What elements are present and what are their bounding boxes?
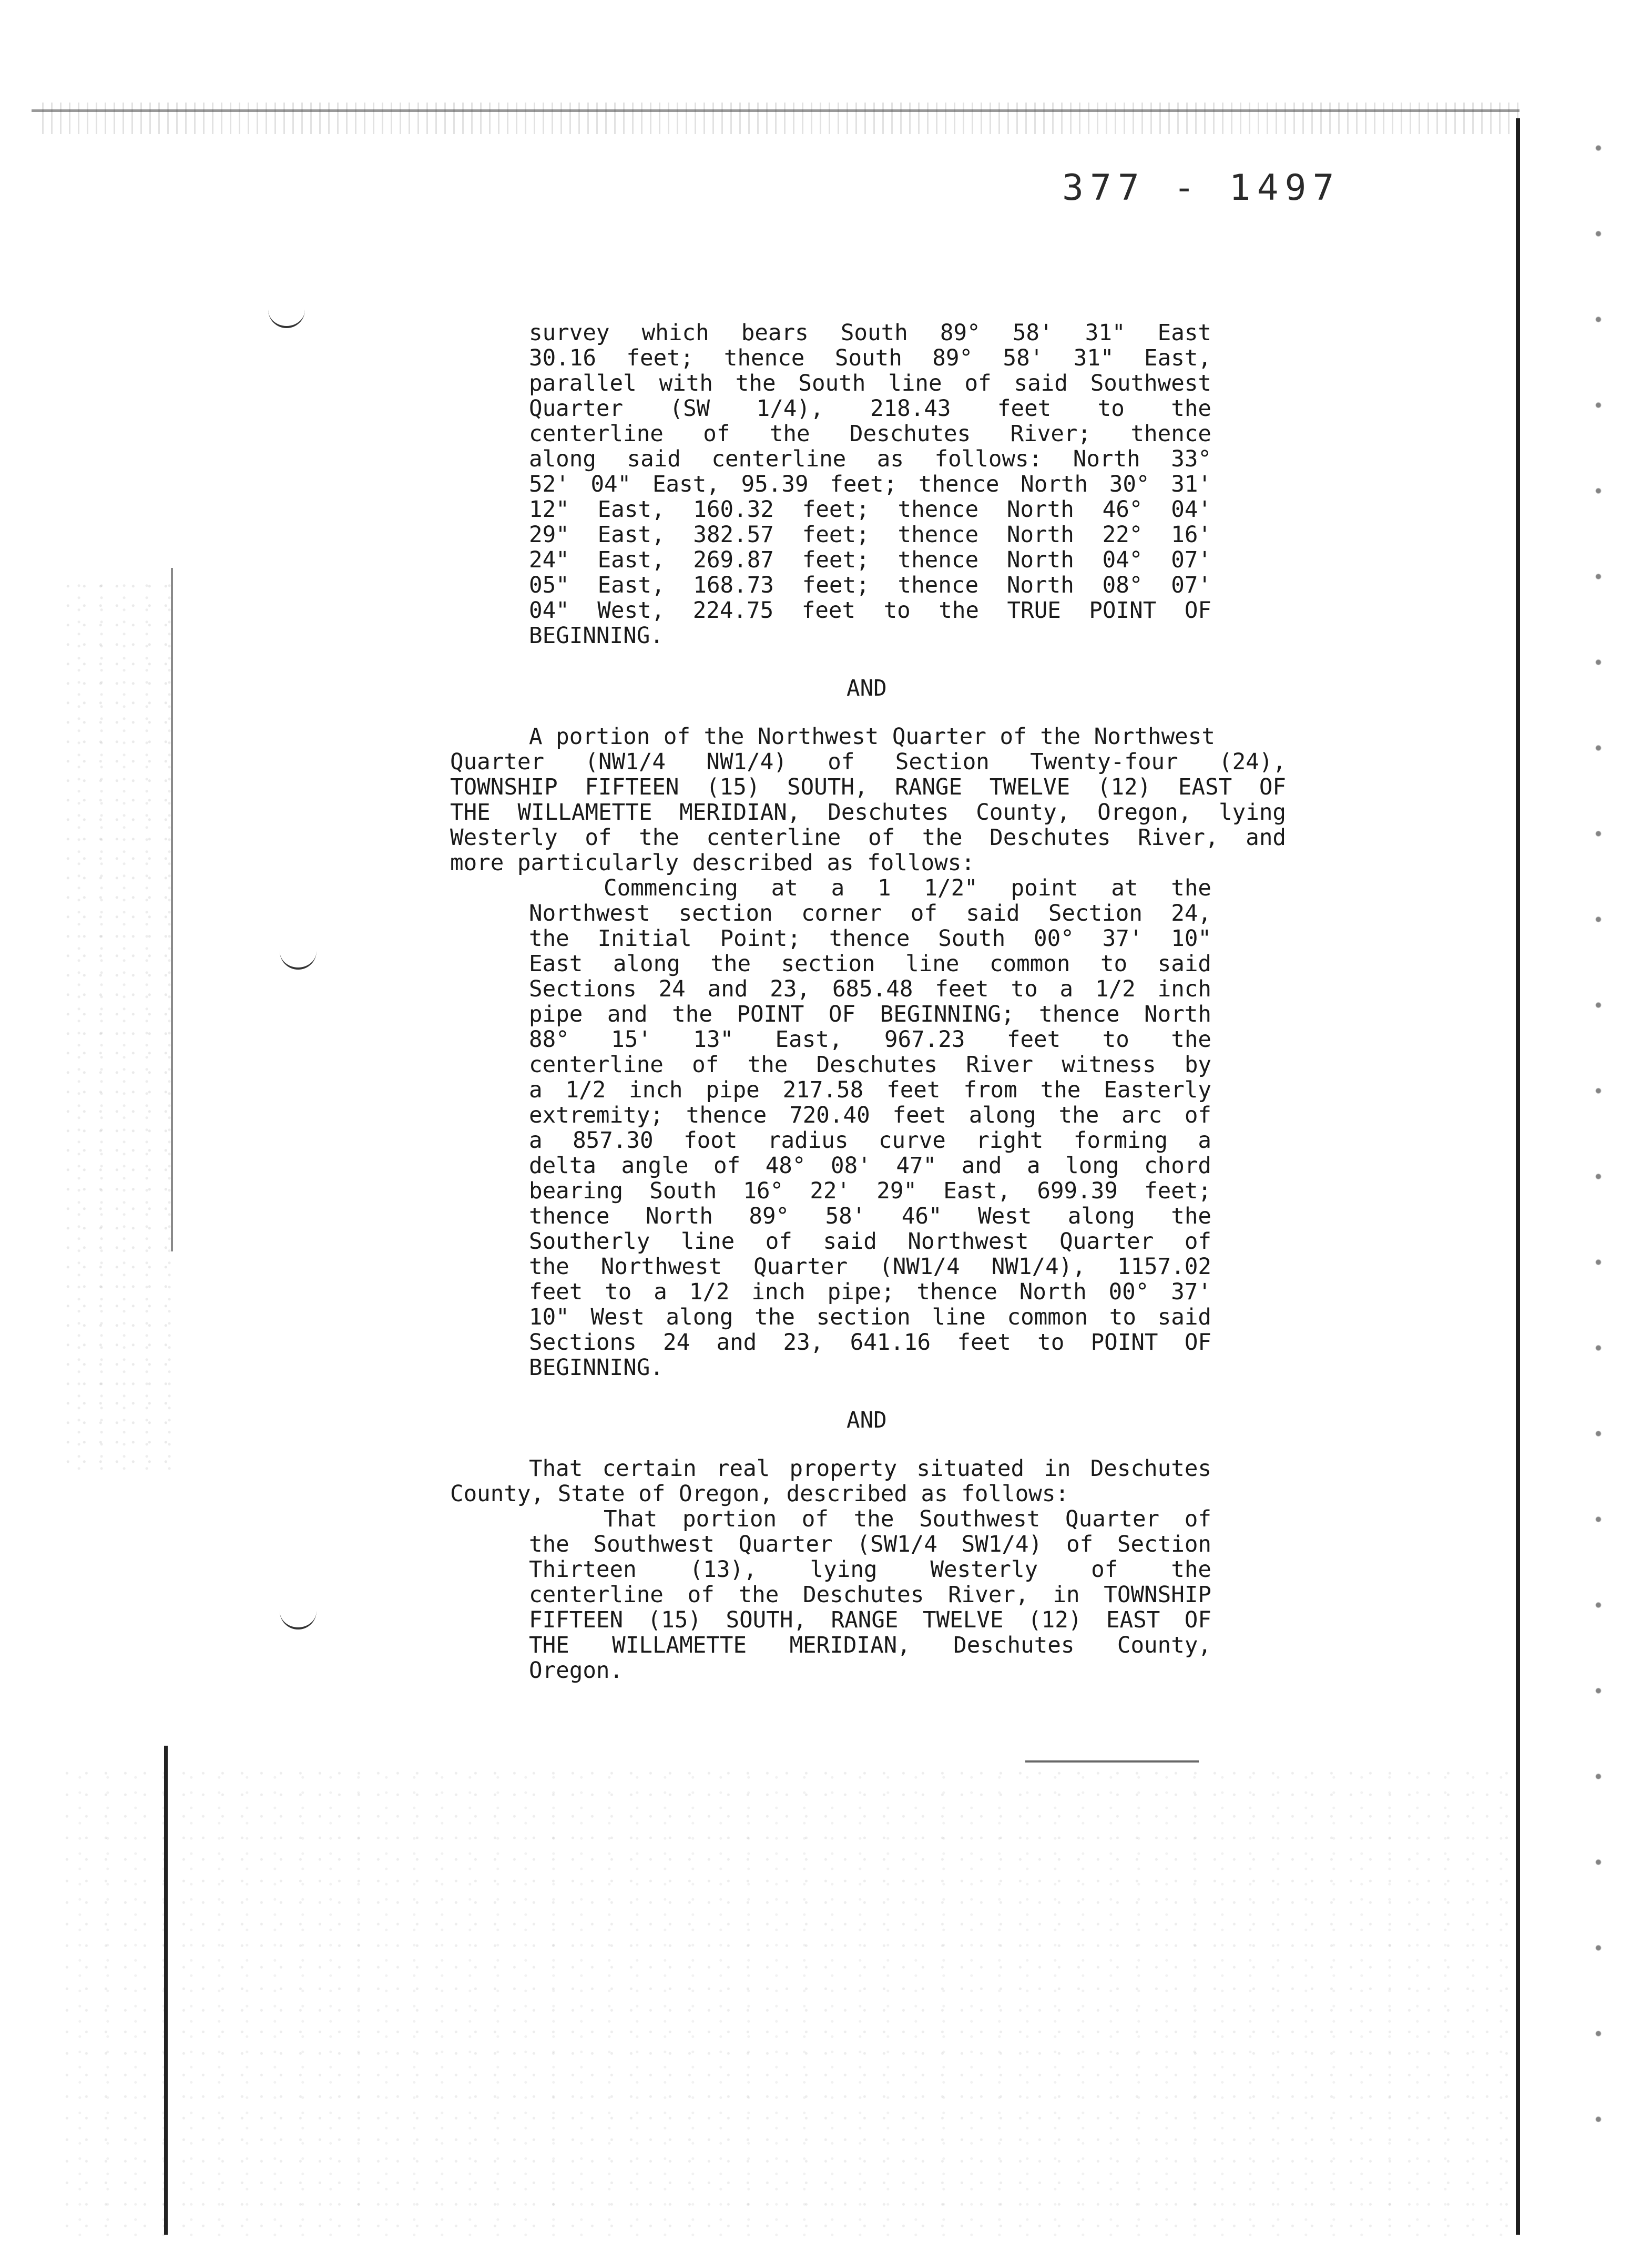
text-line: Oregon. xyxy=(529,1658,624,1684)
text-line: That portion of the Southwest Quarter of xyxy=(604,1506,1211,1532)
bottom-rule xyxy=(1025,1760,1199,1763)
text-line: County, State of Oregon, described as follows: xyxy=(450,1481,1069,1507)
text-line: Northwest section corner of said Section 24, xyxy=(529,901,1211,926)
text-line: more particularly described as follows: xyxy=(450,850,975,876)
text-line: centerline of the Deschutes River; thence xyxy=(529,421,1211,447)
scan-noise-top xyxy=(42,103,1525,134)
text-line: That certain real property situated in Deschutes xyxy=(529,1456,1211,1482)
section-separator: AND xyxy=(847,676,887,701)
text-line: Quarter (NW1/4 NW1/4) of Section Twenty-four (24), xyxy=(450,749,1286,775)
text-line: the Northwest Quarter (NW1/4 NW1/4), 1157.02 xyxy=(529,1254,1211,1280)
right-edge-marks xyxy=(1588,105,1609,2156)
punch-mark xyxy=(268,305,305,328)
text-line: BEGINNING. xyxy=(529,1355,664,1381)
text-line: East along the section line common to said xyxy=(529,951,1211,977)
text-line: Southerly line of said Northwest Quarter of xyxy=(529,1229,1211,1255)
text-line: Commencing at a 1 1/2" point at the xyxy=(604,875,1211,901)
text-line: centerline of the Deschutes River witness by xyxy=(529,1052,1211,1078)
text-line: thence North 89° 58' 46" West along the xyxy=(529,1204,1211,1229)
text-line: 05" East, 168.73 feet; thence North 08° 07' xyxy=(529,573,1211,598)
text-line: a 857.30 foot radius curve right forming a xyxy=(529,1128,1211,1154)
text-line: THE WILLAMETTE MERIDIAN, Deschutes County, xyxy=(529,1633,1211,1658)
text-line: Quarter (SW 1/4), 218.43 feet to the xyxy=(529,396,1211,422)
text-line: the Southwest Quarter (SW1/4 SW1/4) of Section xyxy=(529,1532,1211,1557)
text-line: parallel with the South line of said Southwest xyxy=(529,371,1211,396)
punch-mark xyxy=(280,1606,317,1629)
text-line: TOWNSHIP FIFTEEN (15) SOUTH, RANGE TWELVE (12) EAST OF xyxy=(450,775,1286,800)
text-line: 24" East, 269.87 feet; thence North 04° 07' xyxy=(529,547,1211,573)
text-line: feet to a 1/2 inch pipe; thence North 00° 37' xyxy=(529,1279,1211,1305)
page-number: 377 - 1497 xyxy=(1062,167,1341,209)
text-line: 29" East, 382.57 feet; thence North 22° 16' xyxy=(529,522,1211,548)
right-border-line xyxy=(1516,118,1520,2235)
text-line: centerline of the Deschutes River, in TOWNSHIP xyxy=(529,1582,1211,1608)
scan-noise-left xyxy=(63,578,179,1472)
text-line: A portion of the Northwest Quarter of the Northwest xyxy=(529,724,1215,750)
text-line: a 1/2 inch pipe 217.58 feet from the Easterly xyxy=(529,1077,1211,1103)
text-line: delta angle of 48° 08' 47" and a long chord xyxy=(529,1153,1211,1179)
punch-mark xyxy=(280,946,317,970)
text-line: Thirteen (13), lying Westerly of the xyxy=(529,1557,1211,1583)
top-edge-rule xyxy=(32,109,1520,112)
text-line: 52' 04" East, 95.39 feet; thence North 30° 31' xyxy=(529,472,1211,497)
text-line: FIFTEEN (15) SOUTH, RANGE TWELVE (12) EAST OF xyxy=(529,1607,1211,1633)
section-separator: AND xyxy=(847,1408,887,1433)
text-line: 30.16 feet; thence South 89° 58' 31" East, xyxy=(529,345,1211,371)
text-line: the Initial Point; thence South 00° 37' 10" xyxy=(529,926,1211,952)
text-line: Sections 24 and 23, 685.48 feet to a 1/2 inch xyxy=(529,976,1211,1002)
left-edge-shadow xyxy=(171,568,173,1251)
text-line: 10" West along the section line common to said xyxy=(529,1305,1211,1330)
text-line: bearing South 16° 22' 29" East, 699.39 feet; xyxy=(529,1178,1211,1204)
scan-noise-bottom xyxy=(63,1767,1514,2240)
text-line: Westerly of the centerline of the Deschutes River, and xyxy=(450,825,1286,851)
left-border-line xyxy=(164,1746,168,2235)
text-line: THE WILLAMETTE MERIDIAN, Deschutes County, Oregon, lying xyxy=(450,800,1286,826)
text-line: 12" East, 160.32 feet; thence North 46° 04' xyxy=(529,497,1211,523)
text-line: along said centerline as follows: North 33° xyxy=(529,446,1211,472)
text-line: 88° 15' 13" East, 967.23 feet to the xyxy=(529,1027,1211,1053)
text-line: Sections 24 and 23, 641.16 feet to POINT OF xyxy=(529,1330,1211,1356)
text-line: BEGINNING. xyxy=(529,623,664,649)
text-line: extremity; thence 720.40 feet along the arc of xyxy=(529,1103,1211,1128)
text-line: survey which bears South 89° 58' 31" East xyxy=(529,320,1211,346)
text-line: pipe and the POINT OF BEGINNING; thence North xyxy=(529,1002,1211,1027)
text-line: 04" West, 224.75 feet to the TRUE POINT OF xyxy=(529,598,1211,624)
